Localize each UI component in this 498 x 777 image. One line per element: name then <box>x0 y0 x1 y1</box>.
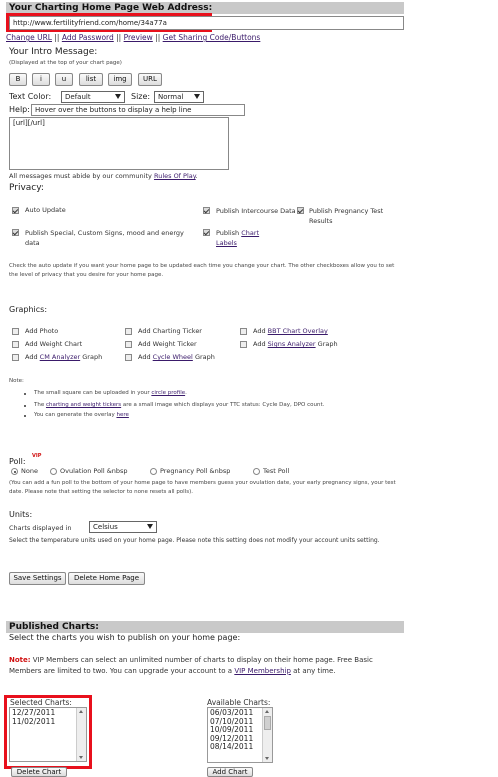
available-charts-list[interactable] <box>207 707 273 763</box>
poll-ovulation-radio[interactable] <box>50 468 57 475</box>
graphics-note-1 <box>34 390 187 396</box>
published-note <box>9 655 401 676</box>
size-label: Size: <box>131 92 151 101</box>
size-value: Normal <box>158 93 184 101</box>
chevron-down-icon <box>194 94 200 99</box>
scroll-up-icon <box>265 710 269 713</box>
cycle-wheel-link[interactable]: Cycle Wheel <box>152 353 193 361</box>
units-select[interactable] <box>89 521 157 533</box>
add-weight-chart-checkbox[interactable] <box>12 341 19 348</box>
note-end: at any time. <box>293 666 336 675</box>
add-prefix: Add <box>25 353 38 361</box>
add-chart-button[interactable]: Add Chart <box>207 767 253 777</box>
scrollbar[interactable] <box>76 708 86 761</box>
graph-suffix: Graph <box>194 353 215 361</box>
auto-update-checkbox[interactable] <box>12 207 19 214</box>
bullet-icon <box>24 393 26 395</box>
intro-sublabel: (Displayed at the top of your chart page) <box>9 60 122 66</box>
link-separator: || <box>155 33 161 42</box>
chevron-down-icon <box>115 94 121 99</box>
publish-prefix: Publish <box>216 229 240 237</box>
add-weight-ticker-checkbox[interactable] <box>125 341 132 348</box>
add-cm-analyzer-checkbox[interactable] <box>12 354 19 361</box>
note-text: You can generate the overlay <box>34 412 115 418</box>
intro-message-textarea[interactable] <box>9 117 229 170</box>
available-chart-item[interactable]: 07/10/2011 <box>210 716 254 726</box>
url-button[interactable]: URL <box>138 73 162 86</box>
poll-none-radio[interactable] <box>11 468 18 475</box>
note-text: are a small image which displays your TTC status: Cycle Day, DPO count. <box>122 402 325 408</box>
add-password-link[interactable]: Add Password <box>61 33 114 42</box>
underline-button[interactable]: u <box>55 73 73 86</box>
available-chart-item[interactable]: 06/03/2011 <box>210 708 254 717</box>
add-cm-analyzer-label <box>25 353 102 361</box>
published-charts-header: Published Charts: <box>6 621 404 633</box>
poll-none-label: None <box>21 467 38 475</box>
units-label: Units: <box>9 510 33 519</box>
poll-note: (You can add a fun poll to the bottom of your home page to have members guess your ovulation date, your early pregnancy signs, your test date. Please note that setting the selector to none resets all polls). <box>9 480 396 495</box>
vip-badge: VIP <box>32 453 42 459</box>
size-select[interactable] <box>154 91 204 103</box>
scroll-thumb[interactable] <box>264 716 271 730</box>
graphics-notes-title: Note: <box>9 378 24 384</box>
add-weight-chart-label: Add Weight Chart <box>25 340 83 348</box>
publish-special-checkbox[interactable] <box>12 229 19 236</box>
graph-suffix: Graph <box>317 340 338 348</box>
poll-ovulation-label: Ovulation Poll &nbsp <box>60 467 128 475</box>
change-url-link[interactable]: Change URL <box>6 33 52 42</box>
available-chart-item[interactable]: 09/12/2011 <box>210 733 254 743</box>
privacy-note: Check the auto update if you want your home page to be updated each time you change your chart. The other checkboxes allow you to set the level of privacy that you desire for your home page. <box>9 263 395 278</box>
help-label: Help: <box>9 105 30 114</box>
delete-home-page-button[interactable]: Delete Home Page <box>68 572 145 585</box>
home-links-bar <box>6 33 260 42</box>
vip-membership-link[interactable]: VIP Membership <box>234 666 291 675</box>
bullet-icon <box>24 405 26 407</box>
note-prefix: The <box>34 402 45 408</box>
graphics-label: Graphics: <box>9 305 48 314</box>
add-prefix: Add <box>253 327 266 335</box>
available-charts-label: Available Charts: <box>207 698 271 707</box>
text-color-select[interactable] <box>61 91 125 103</box>
overlay-here-link[interactable]: here <box>116 412 129 418</box>
circle-profile-link[interactable]: circle profile <box>151 390 186 396</box>
add-prefix: Add <box>138 353 151 361</box>
auto-update-label: Auto Update <box>25 206 66 214</box>
list-button[interactable]: list <box>79 73 103 86</box>
poll-test-radio[interactable] <box>253 468 260 475</box>
bbt-chart-overlay-link[interactable]: BBT Chart Overlay <box>267 327 328 335</box>
rules-of-play-link[interactable]: Rules Of Play <box>153 172 196 180</box>
available-chart-item[interactable]: 10/09/2011 <box>210 725 254 734</box>
tickers-link[interactable]: charting and weight tickers <box>45 402 122 408</box>
add-cycle-wheel-label <box>138 353 215 361</box>
publish-pregnancy-test-checkbox[interactable] <box>297 207 304 214</box>
add-weight-ticker-label: Add Weight Ticker <box>138 340 197 348</box>
save-settings-button[interactable]: Save Settings <box>9 572 66 585</box>
bullet-icon <box>24 415 26 417</box>
help-field[interactable]: Hover over the buttons to display a help line <box>31 104 245 116</box>
link-separator: || <box>54 33 60 42</box>
publish-special-label: Publish Special, Custom Signs, mood and energy data <box>25 229 184 247</box>
poll-pregnancy-label: Pregnancy Poll &nbsp <box>160 467 231 475</box>
link-separator: || <box>116 33 122 42</box>
poll-test-label: Test Poll <box>263 467 290 475</box>
chevron-down-icon <box>147 524 153 529</box>
scroll-up-icon <box>79 710 83 713</box>
bold-button[interactable]: B <box>9 73 27 86</box>
sharing-code-link[interactable]: Get Sharing Code/Buttons <box>162 33 261 42</box>
note-text: The small square can be uploaded in your <box>34 390 150 396</box>
italic-button[interactable]: i <box>32 73 50 86</box>
add-charting-ticker-checkbox[interactable] <box>125 328 132 335</box>
rules-prefix: All messages must abide by our community <box>9 172 152 180</box>
charts-displayed-label: Charts displayed in <box>9 524 72 532</box>
publish-chart-labels-label <box>216 228 276 248</box>
publish-intercourse-label: Publish Intercourse Data <box>216 207 296 215</box>
home-url-field[interactable]: http://www.fertilityfriend.com/home/34a77a <box>9 16 404 30</box>
delete-chart-button[interactable]: Delete Chart <box>11 767 67 777</box>
graphics-note-2 <box>34 402 324 408</box>
intro-message-text: [url][/url] <box>13 119 45 127</box>
publish-instruction: Select the charts you wish to publish on your home page: <box>9 633 241 642</box>
signs-analyzer-link[interactable]: Signs Analyzer <box>267 340 316 348</box>
poll-pregnancy-radio[interactable] <box>150 468 157 475</box>
add-charting-ticker-label: Add Charting Ticker <box>138 327 202 335</box>
rules-note <box>9 172 198 180</box>
text-color-value: Default <box>65 93 91 101</box>
add-bbt-overlay-checkbox[interactable] <box>240 328 247 335</box>
graphics-note-3 <box>34 412 129 418</box>
note-label: Note: <box>9 656 31 664</box>
add-photo-checkbox[interactable] <box>12 328 19 335</box>
publish-pregnancy-test-label: Publish Pregnancy Test Results <box>309 207 384 225</box>
scrollbar[interactable] <box>262 708 272 762</box>
intro-label: Your Intro Message: <box>9 47 98 57</box>
chart-labels-link[interactable]: Chart Labels <box>216 229 260 247</box>
graph-suffix: Graph <box>82 353 103 361</box>
text-color-label: Text Color: <box>9 92 52 101</box>
units-value: Celsius <box>93 523 118 531</box>
add-signs-analyzer-checkbox[interactable] <box>240 341 247 348</box>
add-photo-label: Add Photo <box>25 327 59 335</box>
poll-label: Poll: <box>9 457 26 466</box>
note-text: VIP Members can select an unlimited number of charts to display on their home page. Free Basic Members are limited to two. You can upgrade your account to a <box>9 656 373 675</box>
publish-chart-labels-checkbox[interactable] <box>203 229 210 236</box>
selected-chart-item[interactable]: 11/02/2011 <box>12 716 56 726</box>
home-address-header: Your Charting Home Page Web Address: <box>6 2 404 14</box>
add-signs-analyzer-label <box>253 340 338 348</box>
rules-suffix: . <box>195 172 198 180</box>
privacy-label: Privacy: <box>9 183 44 193</box>
scroll-down-icon <box>265 757 269 760</box>
publish-intercourse-checkbox[interactable] <box>203 207 210 214</box>
add-bbt-overlay-label <box>253 327 328 335</box>
note-end: . <box>185 390 187 396</box>
available-chart-item[interactable]: 08/14/2011 <box>210 742 254 751</box>
cm-analyzer-link[interactable]: CM Analyzer <box>39 353 81 361</box>
preview-link[interactable]: Preview <box>123 33 153 42</box>
selected-chart-item[interactable]: 12/27/2011 <box>12 708 56 717</box>
img-button[interactable]: img <box>108 73 132 86</box>
scroll-down-icon <box>79 756 83 759</box>
selected-charts-label: Selected Charts: <box>10 698 72 707</box>
add-cycle-wheel-checkbox[interactable] <box>125 354 132 361</box>
add-prefix: Add <box>253 340 266 348</box>
selected-charts-list[interactable] <box>9 707 87 762</box>
units-note: Select the temperature units used on your home page. Please note this setting does not modify your account units setting. <box>9 537 380 544</box>
